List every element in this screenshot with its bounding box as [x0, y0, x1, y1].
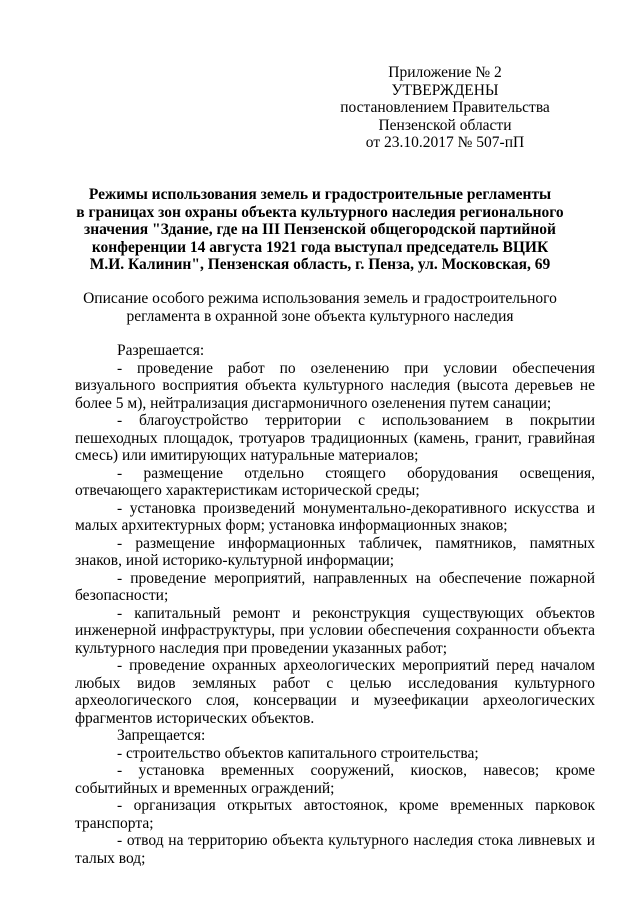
section-subtitle: [60, 290, 580, 325]
title-line: значения "Здание, где на III Пензенской общегородской партийной: [84, 221, 556, 238]
document-body: [75, 342, 595, 867]
allowed-item: - капитальный ремонт и реконструкция существующих объектов инженерной инфраструктуры, при условии обеспечения сохранности объекта культурного наследия при проведении указанных работ;: [75, 604, 595, 657]
forbidden-item: - установка временных сооружений, киосков, навесов; кроме событийных и временных ограждений;: [75, 762, 595, 797]
appendix-number: Приложение № 2: [388, 64, 502, 81]
allowed-item: - благоустройство территории с использованием в покрытии пешеходных площадок, тротуаров традиционных (камень, гранит, гравийная смесь) или имитирующих натуральные материалов;: [75, 412, 595, 464]
forbidden-heading: Запрещается:: [117, 727, 206, 744]
subtitle-line: Описание особого режима использования земель и градостроительного: [83, 290, 557, 307]
allowed-item: - размещение отдельно стоящего оборудования освещения, отвечающего характеристикам исторической среды;: [75, 464, 595, 499]
approval-authority: постановлением Правительства: [340, 99, 550, 116]
approval-status: УТВЕРЖДЕНЫ: [391, 81, 499, 99]
forbidden-item: - организация открытых автостоянок, кроме временных парковок транспорта;: [75, 797, 595, 832]
title-line: Режимы использования земель и градостроительные регламенты: [88, 186, 552, 203]
title-line: конференции 14 августа 1921 года выступал председатель ВЦИК: [91, 238, 549, 256]
subtitle-line: регламента в охранной зоне объекта культурного наследия: [126, 307, 514, 325]
allowed-item: - проведение охранных археологических мероприятий перед началом любых видов земляных работ с целью исследования культурного археологического слоя, консервации и музеефикации археологических фрагментов исторических объектов.: [75, 657, 595, 727]
title-line: М.И. Калинин", Пензенская область, г. Пенза, ул. Московская, 69: [89, 256, 551, 273]
approval-date-number: от 23.10.2017 № 507-пП: [365, 134, 525, 151]
allowed-item: - проведение работ по озеленению при условии обеспечения визуального восприятия объекта культурного наследия (высота деревьев не более 5 м), нейтрализация дисгармоничного озеленения путем санации;: [75, 359, 595, 412]
forbidden-item: - отвод на территорию объекта культурного наследия стока ливневых и талых вод;: [75, 832, 595, 867]
forbidden-item: - строительство объектов капитального строительства;: [117, 744, 479, 762]
approval-block: [330, 64, 560, 152]
document-title: [60, 186, 580, 274]
allowed-item: - установка произведений монументально-декоративного искусства и малых архитектурных форм; установка информационных знаков;: [75, 499, 595, 534]
allowed-item: - проведение мероприятий, направленных на обеспечение пожарной безопасности;: [75, 569, 595, 604]
allowed-heading: Разрешается:: [117, 342, 205, 359]
approval-region: Пензенской области: [378, 116, 512, 134]
title-line: в границах зон охраны объекта культурного наследия регионального: [76, 203, 564, 221]
allowed-item: - размещение информационных табличек, памятников, памятных знаков, иной историко-культурной информации;: [75, 534, 595, 569]
